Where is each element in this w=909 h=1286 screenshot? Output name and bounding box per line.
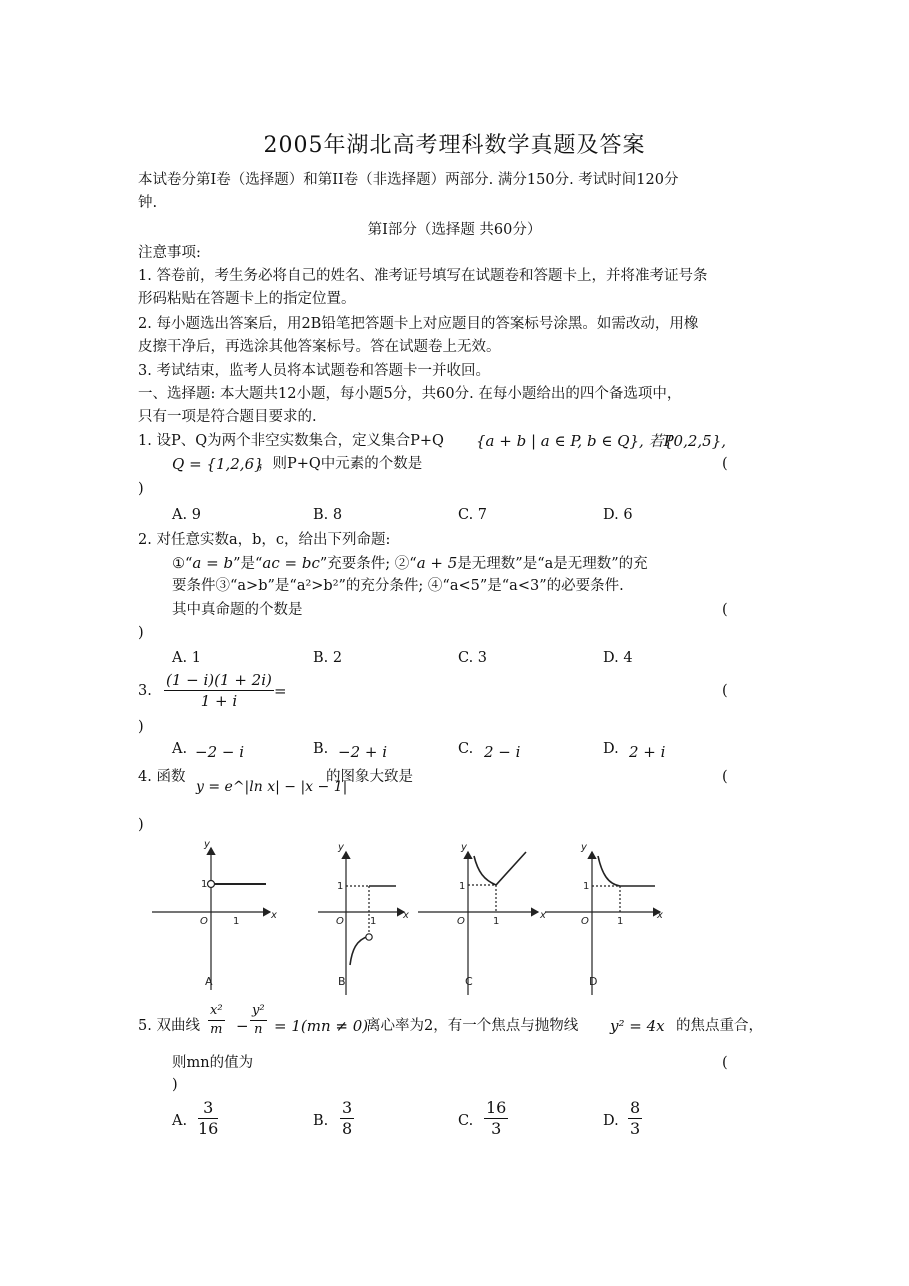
section1-line-2: 只有一项是符合题目要求的.	[138, 409, 317, 425]
graph-a	[152, 848, 270, 990]
graph-a-y-label: y	[204, 839, 210, 850]
q5-answer-paren-open: (	[722, 1055, 728, 1071]
q5-option-d-fraction	[628, 1098, 642, 1139]
q2-text-2: ”是“	[233, 556, 263, 572]
q2-line-3: 其中真命题的个数是	[172, 602, 303, 618]
q2-option-b: B. 2	[313, 650, 343, 666]
q5-option-d-den: 3	[630, 1119, 641, 1138]
q5-equation-rest: = 1(mn ≠ 0)	[274, 1017, 369, 1035]
q3-option-a-label: A.	[172, 741, 188, 757]
q5-option-c-den: 3	[491, 1119, 502, 1138]
q3-option-b-label: B.	[313, 741, 329, 757]
graph-c-y-label: y	[461, 842, 467, 853]
graph-d-curve	[598, 856, 655, 886]
graph-d-x-label: x	[657, 910, 663, 921]
q5-option-c-num: 16	[486, 1098, 507, 1117]
q5-option-b-den: 8	[342, 1119, 353, 1138]
graph-d-origin: O	[581, 916, 589, 927]
graph-a-open-point	[208, 881, 215, 888]
q2-option-d: D. 4	[603, 650, 633, 666]
q5-option-c-fraction	[484, 1098, 508, 1139]
q3-label: 3.	[138, 683, 152, 699]
q2-math-a-eq-b: a = b	[192, 554, 234, 572]
q4-answer-paren-open: (	[722, 769, 728, 785]
q5-frac1-num: x²	[208, 1002, 225, 1021]
q1-option-c: C. 7	[458, 507, 488, 523]
graph-c-origin: O	[457, 916, 465, 927]
q5-option-a-den: 16	[198, 1119, 219, 1138]
q5-frac2-den: n	[254, 1022, 263, 1037]
graph-b	[318, 852, 404, 995]
q5-option-a-num: 3	[198, 1098, 218, 1119]
q4-label: 4. 函数	[138, 769, 186, 785]
q3-option-d-value: 2 + i	[629, 743, 666, 761]
q5-fraction-y	[250, 1002, 267, 1039]
q5-option-b-label: B.	[313, 1113, 329, 1129]
graph-a-tick-y: 1	[201, 879, 208, 890]
note-3: 3. 考试结束，监考人员将本试题卷和答题卡一并收回。	[138, 363, 490, 379]
q2-answer-paren-close: )	[138, 625, 144, 641]
q2-stem: 2. 对任意实数a，b，c，给出下列命题:	[138, 532, 391, 548]
q2-option-a: A. 1	[172, 650, 201, 666]
q5-fraction-x	[208, 1002, 225, 1039]
q5-option-a-fraction	[198, 1098, 218, 1139]
graph-b-curve-left	[350, 936, 369, 965]
note-1-line-1: 1. 答卷前，考生务必将自己的姓名、准考证号填写在试题卷和答题卡上，并将准考证号条	[138, 268, 708, 284]
graph-b-x-label: x	[403, 910, 409, 921]
graph-b-tick-x: 1	[370, 916, 377, 927]
q3-option-d-label: D.	[603, 741, 619, 757]
q1-stem-part-a: 1. 设P、Q为两个非空实数集合，定义集合P+Q	[138, 433, 444, 449]
q5-option-d-num: 8	[630, 1098, 641, 1117]
graph-d	[545, 852, 660, 995]
q2-line-2: 要条件③“a>b”是“a²>b²”的充分条件; ④“a<5”是“a<3”的必要条件.	[172, 578, 624, 594]
graph-b-origin: O	[336, 916, 344, 927]
q5-line-2: 则mn的值为	[172, 1055, 254, 1071]
notes-heading: 注意事项:	[138, 245, 201, 261]
q3-option-b-value: −2 + i	[338, 743, 388, 761]
graph-a-origin: O	[200, 916, 208, 927]
q5-minus: −	[236, 1017, 249, 1035]
graph-d-caption: D	[589, 975, 598, 988]
q5-option-c-label: C.	[458, 1113, 474, 1129]
note-2-line-2: 皮擦干净后，再选涂其他答案标号。答在试题卷上无效。	[138, 339, 501, 355]
q2-math-a-plus-5: a + 5	[416, 554, 458, 572]
q3-answer-paren-open: (	[722, 683, 728, 699]
intro-line-1: 本试卷分第I卷（选择题）和第II卷（非选择题）两部分. 满分150分. 考试时间120分	[138, 172, 679, 188]
q5-label: 5. 双曲线	[138, 1018, 200, 1034]
graph-a-x-label: x	[271, 910, 277, 921]
graph-d-y-label: y	[581, 842, 587, 853]
graph-b-y-label: y	[338, 842, 344, 853]
graph-a-caption: A	[205, 975, 213, 988]
part1-heading: 第I部分（选择题 共60分）	[367, 222, 542, 238]
q3-numerator: (1 − i)(1 + 2i)	[166, 671, 272, 689]
note-1-line-2: 形码粘贴在答题卡上的指定位置。	[138, 291, 356, 307]
q4-formula: y = e^|ln x| − |x − 1|	[196, 779, 348, 795]
q1-answer-paren-open: (	[722, 456, 728, 472]
intro-line-2: 钟.	[138, 195, 158, 211]
q5-answer-paren-close: )	[172, 1077, 178, 1093]
q4-answer-paren-close: )	[138, 817, 144, 833]
graph-b-caption: B	[338, 975, 346, 988]
graph-c-x-label: x	[540, 910, 546, 921]
q4-text: 的图象大致是	[326, 769, 413, 785]
q2-option-c: C. 3	[458, 650, 488, 666]
q5-text-a: 离心率为2，有一个焦点与抛物线	[366, 1018, 579, 1034]
q1-set-p: {0,2,5},	[664, 432, 727, 450]
section1-line-1: 一、选择题: 本大题共12小题，每小题5分，共60分. 在每小题给出的四个备选项中，	[138, 386, 682, 402]
q1-option-a: A. 9	[172, 507, 201, 523]
q3-option-c-value: 2 − i	[484, 743, 521, 761]
q1-option-b: B. 8	[313, 507, 343, 523]
q2-math-ac-eq-bc: ac = bc	[262, 554, 320, 572]
q3-option-a-value: −2 − i	[195, 743, 245, 761]
note-2-line-1: 2. 每小题选出答案后，用2B铅笔把答题卡上对应题目的答案标号涂黑。如需改动，用橡	[138, 316, 699, 332]
q5-frac2-num: y²	[250, 1002, 267, 1021]
graph-a-tick-x: 1	[233, 916, 240, 927]
graph-c-tick-x: 1	[493, 916, 500, 927]
q2-text-1: ①“	[172, 556, 193, 572]
q5-option-a-label: A.	[172, 1113, 188, 1129]
graph-d-tick-y: 1	[583, 881, 590, 892]
q3-option-c-label: C.	[458, 741, 474, 757]
q5-frac1-den: m	[210, 1022, 223, 1037]
q1-set-q: Q = {1,2,6}	[172, 455, 264, 473]
graph-d-tick-x: 1	[617, 916, 624, 927]
q5-text-b: 的焦点重合，	[676, 1018, 763, 1034]
q1-stem-part-b: ，则P+Q中元素的个数是	[258, 456, 423, 472]
q1-answer-paren-close: )	[138, 481, 144, 497]
page-title: 2005年湖北高考理科数学真题及答案	[263, 133, 646, 158]
q2-text-4: 是无理数”是“a是无理数”的充	[457, 556, 648, 572]
graph-c-curve	[474, 852, 526, 885]
q3-equals: =	[274, 682, 287, 700]
graph-b-open-point	[366, 934, 372, 940]
graph-c-caption: C	[465, 975, 473, 988]
q5-option-b-fraction	[340, 1098, 354, 1139]
q1-option-d: D. 6	[603, 507, 633, 523]
graph-c-tick-y: 1	[459, 881, 466, 892]
q2-answer-paren-open: (	[722, 602, 728, 618]
q5-option-d-label: D.	[603, 1113, 619, 1129]
graph-b-tick-y: 1	[337, 881, 344, 892]
q3-denominator: 1 + i	[200, 692, 238, 710]
q5-parabola: y² = 4x	[610, 1017, 665, 1035]
q1-set-definition: {a + b | a ∈ P, b ∈ Q}, 若P	[476, 432, 674, 450]
graph-c	[418, 852, 538, 995]
q5-option-b-num: 3	[342, 1098, 353, 1117]
q3-answer-paren-close: )	[138, 719, 144, 735]
q2-text-3: ”充要条件; ②“	[319, 556, 417, 572]
